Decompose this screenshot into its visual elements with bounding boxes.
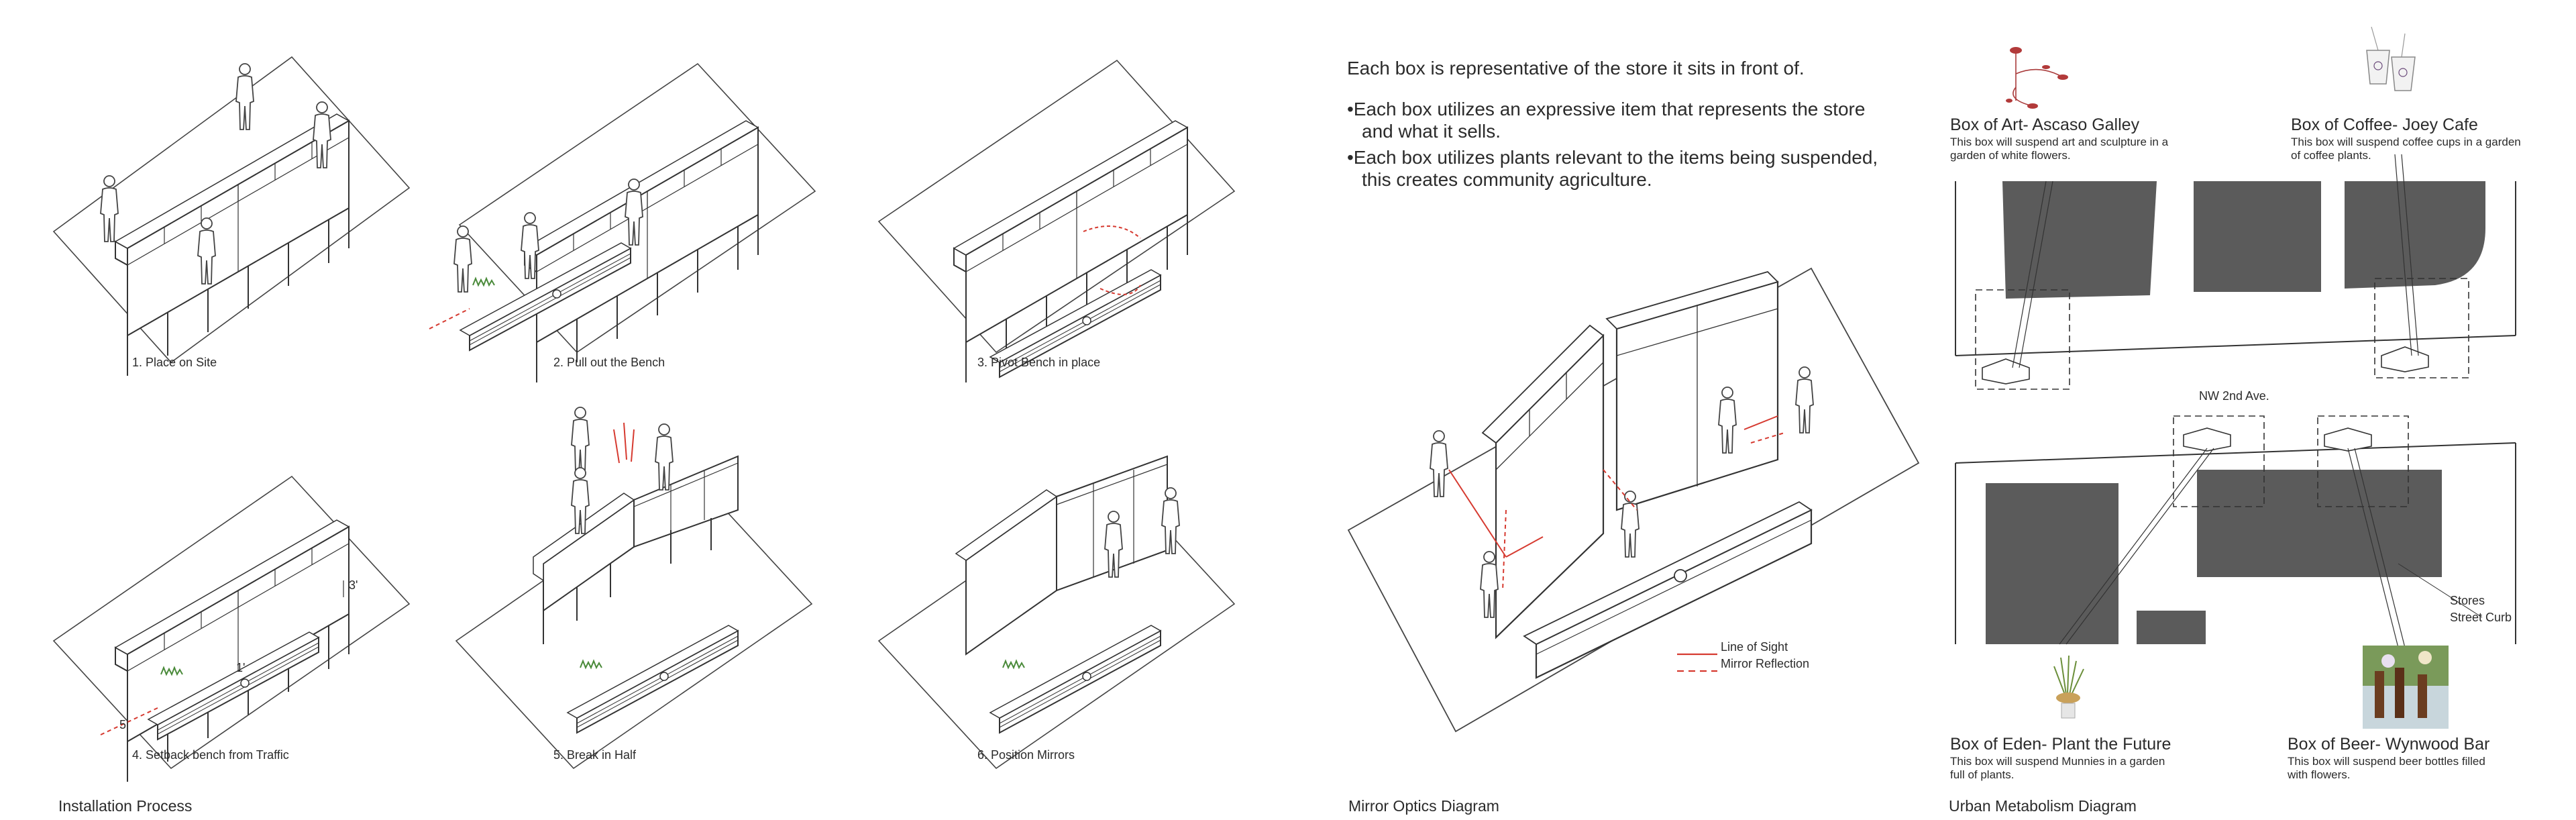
legend-mirror-reflection: Mirror Reflection	[1721, 657, 1810, 670]
store-block	[1986, 483, 2118, 644]
street-curb-label: Street Curb	[2450, 611, 2512, 624]
intro-bullet-2-line-1: •Each box utilizes plants relevant to the items being suspended,	[1347, 147, 1878, 168]
art-mobile-image	[2006, 47, 2068, 109]
installation-step-2-drawing	[429, 64, 815, 382]
store-block	[2137, 611, 2206, 644]
step-3-caption: 3. Pivot Bench in place	[977, 356, 1101, 369]
stores-label: Stores	[2450, 594, 2485, 607]
plant-sculpture-image	[2054, 656, 2084, 718]
step-5-caption: 5. Break in Half	[553, 748, 637, 762]
dimension-width-label: 1'	[236, 661, 246, 674]
installation-step-4-drawing	[54, 476, 409, 782]
legend-line-of-sight: Line of Sight	[1721, 640, 1788, 654]
intro-bullet-1-line-2: and what it sells.	[1362, 121, 1501, 142]
beer-bottles-image	[2363, 646, 2449, 729]
box-eden-title: Box of Eden- Plant the Future	[1950, 735, 2171, 754]
box-eden-desc: This box will suspend Munnies in a garden full of plants.	[1950, 755, 2165, 781]
step-1-caption: 1. Place on Site	[132, 356, 217, 369]
step-6-caption: 6. Position Mirrors	[977, 748, 1075, 762]
installation-step-1-drawing	[54, 57, 409, 376]
dimension-setback-label: 5'	[119, 718, 129, 731]
installation-step-5-drawing	[456, 407, 812, 768]
intro-bullet-1-line-1: •Each box utilizes an expressive item that represents the store	[1347, 99, 1866, 119]
mirror-optics-section-title: Mirror Optics Diagram	[1348, 797, 1499, 815]
store-block	[2197, 470, 2442, 577]
box-art-desc: This box will suspend art and sculpture in a garden of white flowers.	[1950, 136, 2169, 162]
store-block	[2345, 181, 2485, 289]
intro-bullet-2-line-2: this creates community agriculture.	[1362, 169, 1652, 190]
store-block	[2194, 181, 2321, 292]
installation-step-6-drawing	[879, 456, 1234, 768]
urban-metabolism-section-title: Urban Metabolism Diagram	[1949, 797, 2137, 815]
box-coffee-title: Box of Coffee- Joey Cafe	[2291, 115, 2478, 134]
intro-headline: Each box is representative of the store it sits in front of.	[1347, 58, 1805, 79]
coffee-cups-image	[2367, 27, 2415, 91]
box-beer-title: Box of Beer- Wynwood Bar	[2288, 735, 2490, 754]
installation-section-title: Installation Process	[58, 797, 193, 815]
box-coffee-desc: This box will suspend coffee cups in a garden of coffee plants.	[2291, 136, 2521, 162]
box-art-title: Box of Art- Ascaso Galley	[1950, 115, 2140, 134]
step-2-caption: 2. Pull out the Bench	[553, 356, 665, 369]
street-label: NW 2nd Ave.	[2199, 389, 2269, 403]
dimension-height-label: 3'	[349, 578, 358, 592]
installation-step-3-drawing	[879, 60, 1234, 382]
store-block	[2002, 181, 2157, 299]
box-beer-desc: This box will suspend beer bottles filled with flowers.	[2288, 755, 2485, 781]
step-4-caption: 4. Setback bench from Traffic	[132, 748, 289, 762]
mirror-optics-drawing	[1348, 268, 1919, 731]
